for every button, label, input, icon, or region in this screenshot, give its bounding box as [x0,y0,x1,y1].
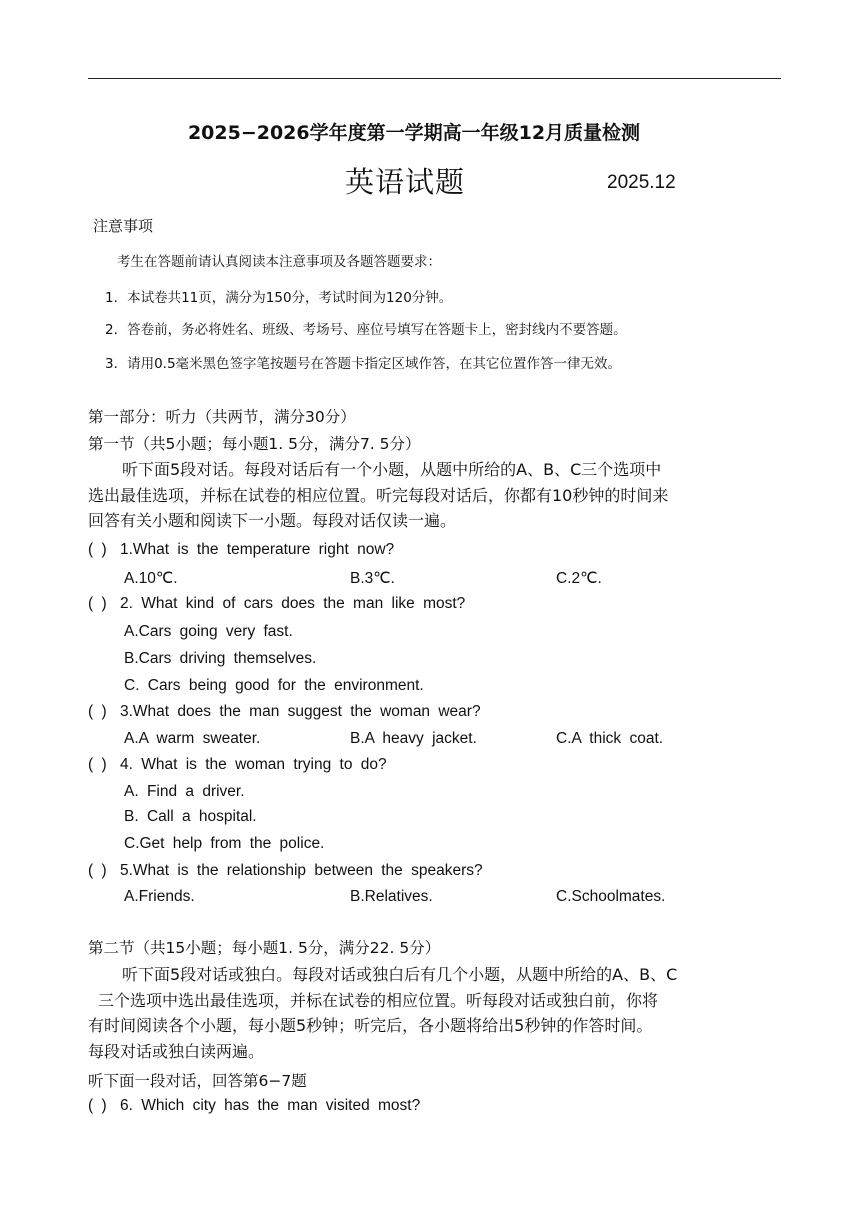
section1-instructions [88,457,748,534]
instruction-line: 回答有关小题和阅读下一小题。每段对话仅读一遍。 [88,511,457,530]
exam-date: 2025.12 [607,172,676,193]
question-5 [88,862,483,880]
answer-blank[interactable]: ( ) [88,541,107,558]
answer-blank[interactable]: ( ) [88,595,107,612]
question-text: 3.What does the man suggest the woman wear? [120,703,481,720]
question-2 [88,595,465,613]
dialogue-intro: 听下面一段对话，回答第6−7题 [88,1072,307,1090]
option-c: C.A thick coat. [556,730,664,747]
option-b: B.Cars driving themselves. [124,650,317,667]
instruction-line: 听下面5段对话或独白。每段对话或独白后有几个小题，从题中所给的A、B、C [122,965,678,984]
subject-title: 英语试题 [345,165,466,199]
exam-title: 2025−2026学年度第一学期高一年级12月质量检测 [187,122,641,144]
question-text: 6. Which city has the man visited most? [120,1097,421,1114]
instruction-line: 有时间阅读各个小题，每小题5秒钟；听完后，各小题将给出5秒钟的作答时间。 [88,1016,653,1035]
notice-heading: 注意事项 [93,217,154,235]
notice-intro: 考生在答题前请认真阅读本注意事项及各题答题要求： [117,254,441,270]
option-c: C.Schoolmates. [556,888,666,905]
notice-item: 3．请用0.5毫米黑色签字笔按题号在答题卡指定区域作答，在其它位置作答一律无效。 [105,356,622,372]
option-b: B.Relatives. [350,888,433,905]
option-c: C. Cars being good for the environment. [124,677,424,694]
option-b: B.A heavy jacket. [350,730,477,747]
question-text: 5.What is the relationship between the speakers? [120,862,483,879]
option-c: C.2℃. [556,570,602,587]
option-b: B. Call a hospital. [124,808,257,825]
question-3 [88,703,481,721]
question-text: 4. What is the woman trying to do? [120,756,387,773]
question-text: 2. What kind of cars does the man like most? [120,595,466,612]
answer-blank[interactable]: ( ) [88,862,107,879]
question-6 [88,1097,420,1115]
question-4 [88,756,387,774]
option-b: B.3℃. [350,570,395,587]
option-c: C.Get help from the police. [124,835,325,852]
section1-title: 第一节（共5小题；每小题1. 5分，满分7. 5分） [88,435,421,453]
option-a: A.Friends. [124,888,195,905]
header-rule [88,78,781,79]
instruction-line: 每段对话或独白读两遍。 [88,1041,265,1061]
instruction-line: 三个选项中选出最佳选项，并标在试卷的相应位置。听每段对话或独白前，你将 [98,990,659,1010]
notice-item: 2．答卷前，务必将姓名、班级、考场号、座位号填写在答题卡上，密封线内不要答题。 [105,322,627,338]
question-1 [88,541,394,559]
notice-item: 1．本试卷共11页，满分为150分，考试时间为120分钟。 [105,290,453,306]
option-a: A.A warm sweater. [124,730,261,747]
answer-blank[interactable]: ( ) [88,756,107,773]
section2-title: 第二节（共15小题；每小题1. 5分，满分22. 5分） [88,939,441,957]
option-a: A.10℃. [124,570,178,587]
question-text: 1.What is the temperature right now? [120,541,395,558]
instruction-line: 听下面5段对话。每段对话后有一个小题，从题中所给的A、B、C三个选项中 [122,460,662,479]
option-a: A.Cars going very fast. [124,623,293,640]
section2-instructions [88,962,748,1064]
answer-blank[interactable]: ( ) [88,1097,107,1114]
answer-blank[interactable]: ( ) [88,703,107,720]
part1-title: 第一部分：听力（共两节，满分30分） [88,408,356,426]
instruction-line: 选出最佳选项，并标在试卷的相应位置。听完每段对话后，你都有10秒钟的时间来 [88,485,669,505]
option-a: A. Find a driver. [124,783,245,800]
